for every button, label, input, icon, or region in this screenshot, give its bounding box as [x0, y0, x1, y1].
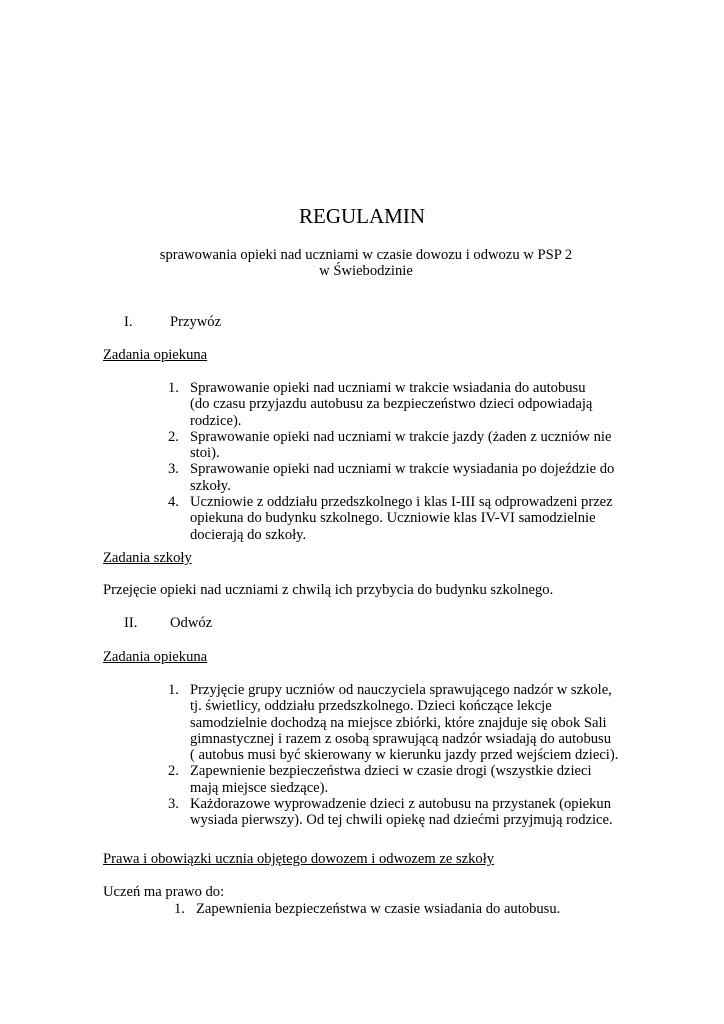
section-1-guardian-list [168, 380, 614, 543]
list-item-line: Sprawowanie opieki nad uczniami w trakcie wsiadania do autobusu [190, 380, 586, 396]
list-item [168, 494, 614, 543]
list-item-line: rodzice). [190, 412, 242, 429]
section-2-guardian-list [168, 682, 618, 829]
list-item [168, 682, 618, 763]
list-item-line: opiekuna do budynku szkolnego. Uczniowie klas IV-VI samodzielnie [190, 510, 596, 527]
section-2-title: Odwóz [170, 615, 213, 631]
list-item-line: Uczniowie z oddziału przedszkolnego i klas I-III są odprowadzeni przez [190, 494, 613, 511]
list-item-line: samodzielnie dochodzą na miejsce zbiórki, które znajduje się obok Sali [190, 714, 607, 731]
section-2-numeral: II. [124, 615, 138, 631]
rights-list [174, 901, 560, 917]
list-item-line: Każdorazowe wyprowadzenie dzieci z autobusu na przystanek (opiekun [190, 796, 612, 813]
list-item-line: Zapewnienie bezpieczeństwa dzieci w czasie drogi (wszystkie dzieci [190, 763, 592, 780]
section-2-guardian-heading: Zadania opiekuna [103, 649, 208, 665]
list-item-line: mają miejsce siedzące). [190, 779, 329, 796]
list-item-number: 2. [168, 428, 179, 445]
list-item-line: wysiada pierwszy). Od tej chwili opiekę nad dziećmi przyjmują rodzice. [190, 812, 613, 829]
rights-heading: Prawa i obowiązki ucznia objętego dowozem i odwozem ze szkoły [103, 851, 495, 867]
rights-intro: Uczeń ma prawo do: [103, 884, 225, 900]
list-item-number: 1. [174, 901, 185, 917]
list-item-number: 3. [168, 461, 179, 478]
list-item-number: 2. [168, 763, 179, 780]
document-title: REGULAMIN [299, 204, 425, 228]
list-item [168, 796, 618, 829]
subtitle-line-2: w Świebodzinie [319, 263, 413, 280]
list-item-line: szkoły. [190, 477, 231, 494]
section-2-heading [124, 615, 212, 631]
list-item-line: tj. świetlicy, oddziału przedszkolnego. Dzieci kończące lekcje [190, 698, 552, 715]
list-item-line: Sprawowanie opieki nad uczniami w trakcie jazdy (żaden z uczniów nie [190, 428, 612, 445]
section-1-guardian-heading: Zadania opiekuna [103, 347, 208, 363]
section-1-title: Przywóz [170, 314, 222, 330]
list-item-number: 1. [168, 380, 179, 396]
list-item-line: Przyjęcie grupy uczniów od nauczyciela sprawującego nadzór w szkole, [190, 682, 612, 698]
document-subtitle [0, 247, 724, 280]
list-item-line: stoi). [190, 445, 220, 462]
list-item-line: ( autobus musi być skierowany w kierunku jazdy przed wejściem dzieci). [190, 747, 619, 764]
list-item-number: 1. [168, 682, 179, 698]
section-1-school-heading: Zadania szkoły [103, 550, 192, 566]
list-item [168, 763, 618, 796]
section-1-heading [124, 314, 221, 330]
list-item-line: (do czasu przyjazdu autobusu za bezpieczeństwo dzieci odpowiadają [190, 396, 593, 413]
list-item-line: Zapewnienia bezpieczeństwa w czasie wsiadania do autobusu. [196, 901, 561, 917]
list-item [168, 429, 614, 462]
list-item [168, 461, 614, 494]
list-item [174, 901, 560, 917]
section-1-school-text: Przejęcie opieki nad uczniami z chwilą ich przybycia do budynku szkolnego. [103, 582, 554, 598]
list-item-line: gimnastycznej i razem z osobą sprawującą nadzór wsiadają do autobusu [190, 730, 612, 747]
section-1-numeral: I. [124, 314, 133, 330]
list-item [168, 380, 614, 429]
list-item-line: docierają do szkoły. [190, 526, 307, 543]
list-item-number: 4. [168, 494, 179, 511]
subtitle-line-1: sprawowania opieki nad uczniami w czasie dowozu i odwozu w PSP 2 [159, 247, 573, 263]
list-item-line: Sprawowanie opieki nad uczniami w trakcie wysiadania po dojeździe do [190, 461, 615, 478]
list-item-number: 3. [168, 796, 179, 813]
